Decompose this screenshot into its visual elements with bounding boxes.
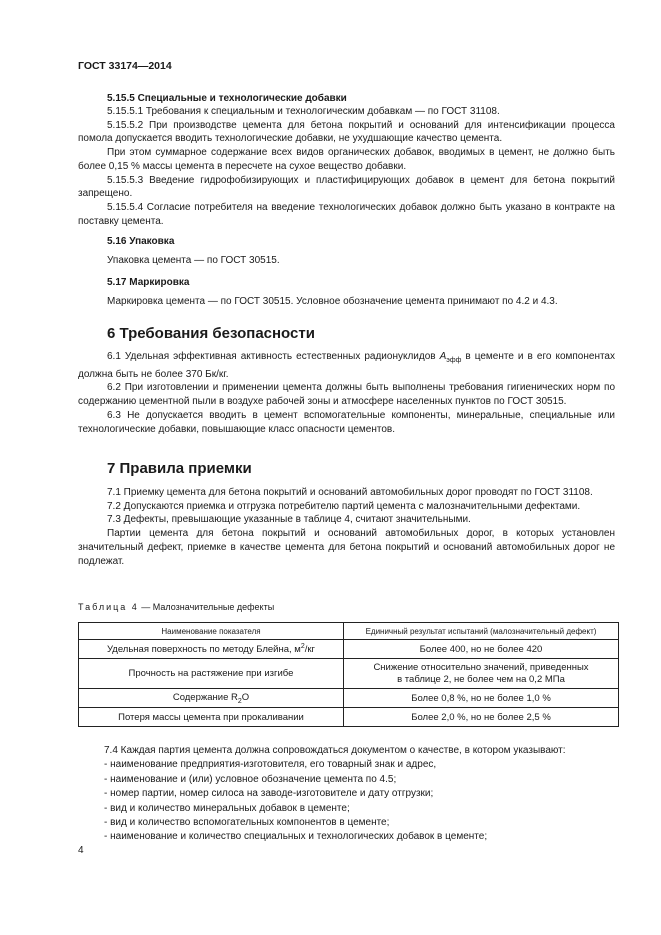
page-number: 4 [78, 845, 84, 856]
table-caption: Таблица 4 — Малозначительные дефекты [78, 602, 275, 612]
paragraph: 5.15.5.1 Требования к специальным и технологическим добавкам — по ГОСТ 31108. [107, 106, 500, 117]
document-header: ГОСТ 33174—2014 [78, 60, 172, 72]
list-item: - вид и количество минеральных добавок в цементе; [104, 802, 350, 814]
table-cell: Потеря массы цемента при прокаливании [79, 708, 344, 727]
list-item: - вид и количество вспомогательных компонентов в цементе; [104, 817, 390, 829]
section-5-15-5-body [78, 105, 615, 228]
table-header-result: Единичный результат испытаний (малозначительный дефект) [344, 623, 619, 640]
section-6-body [78, 350, 615, 436]
paragraph: 6.1 Удельная эффективная активность естественных радионуклидов $A_{эфф}$ в цементе и в его компонентах должна быть не более 370 Бк/кг. [78, 351, 615, 380]
section-7-4-intro: 7.4 Каждая партия цемента должна сопровождаться документом о качестве, в котором указывают: [104, 745, 566, 756]
table-row [79, 659, 619, 689]
paragraph: 6.3 Не допускается вводить в цемент вспомогательные компоненты, минеральные, специальные или технологические добавки, повышающие класс опасности цементов. [78, 409, 615, 435]
paragraph: Партии цемента для бетона покрытий и оснований автомобильных дорог, в которых установлен значительный дефект, приемке в качестве цемента для бетона покрытий и оснований автомобильных дорог не подлежат. [78, 528, 615, 567]
table-cell: Содержание $R_2O$ [79, 689, 344, 708]
table-cell: Более 400, но не более 420 [344, 640, 619, 659]
table-cell: Снижение относительно значений, приведенных в таблице 2, не более чем на 0,2 МПа [344, 659, 619, 689]
table-cell: Удельная поверхность по методу Блейна, $м^2/кг$ [79, 640, 344, 659]
table-cell: Более 2,0 %, но не более 2,5 % [344, 708, 619, 727]
paragraph: При этом суммарное содержание всех видов органических добавок, вводимых в цемент, не должно быть более 0,15 % массы цемента в пересчете на сухое вещество добавки. [78, 147, 615, 172]
table-cell: Прочность на растяжение при изгибе [79, 659, 344, 689]
table-row [79, 708, 619, 727]
section-7-4 [104, 744, 624, 845]
section-5-16-heading: 5.16 Упаковка [107, 236, 175, 247]
paragraph: 7.2 Допускаются приемка и отгрузка потребителю партий цемента с малозначительными дефектами. [107, 500, 581, 512]
table-cell: Более 0,8 %, но не более 1,0 % [344, 689, 619, 708]
section-6-heading: 6 Требования безопасности [107, 325, 315, 342]
table-row [79, 689, 619, 708]
section-7-heading: 7 Правила приемки [107, 460, 252, 477]
paragraph: 5.15.5.2 При производстве цемента для бетона покрытий и оснований для интенсификации процесса помола допускается вводить технологические добавки, не ухудшающие качество цемента. [78, 119, 615, 145]
paragraph: 7.1 Приемку цемента для бетона покрытий и оснований автомобильных дорог проводят по ГОСТ 31108. [107, 487, 593, 498]
table-header-name: Наименование показателя [79, 623, 344, 640]
paragraph: 6.2 При изготовлении и применении цемента должны быть выполнены требования гигиенических норм по содержанию цементной пыли в воздухе рабочей зоны и атмосфере населенных пунктов по ГОСТ 30515. [78, 382, 615, 408]
section-5-15-5-heading: 5.15.5 Специальные и технологические добавки [107, 93, 347, 104]
list-item: - наименование предприятия-изготовителя, его товарный знак и адрес, [104, 759, 437, 771]
paragraph: 7.3 Дефекты, превышающие указанные в таблице 4, считают значительными. [107, 514, 471, 526]
defects-table [78, 622, 619, 727]
section-5-16-text: Упаковка цемента — по ГОСТ 30515. [107, 255, 280, 266]
section-5-17-text: Маркировка цемента — по ГОСТ 30515. Условное обозначение цемента принимают по 4.2 и 4.3. [107, 296, 558, 307]
list-item: - наименование и количество специальных и технологических добавок в цементе; [104, 831, 488, 843]
section-5-17-heading: 5.17 Маркировка [107, 277, 190, 288]
paragraph: 5.15.5.3 Введение гидрофобизирующих и пластифицирующих добавок в цемент для бетона покрытий запрещено. [78, 174, 615, 200]
section-7-body [78, 486, 615, 568]
list-item: - номер партии, номер силоса на заводе-изготовителе и дату отгрузки; [104, 788, 434, 800]
list-item: - наименование и (или) условное обозначение цемента по 4.5; [104, 773, 397, 785]
table-row [79, 640, 619, 659]
paragraph: 5.15.5.4 Согласие потребителя на введение технологических добавок должно быть указано в контракте на поставку цемента. [78, 201, 615, 227]
